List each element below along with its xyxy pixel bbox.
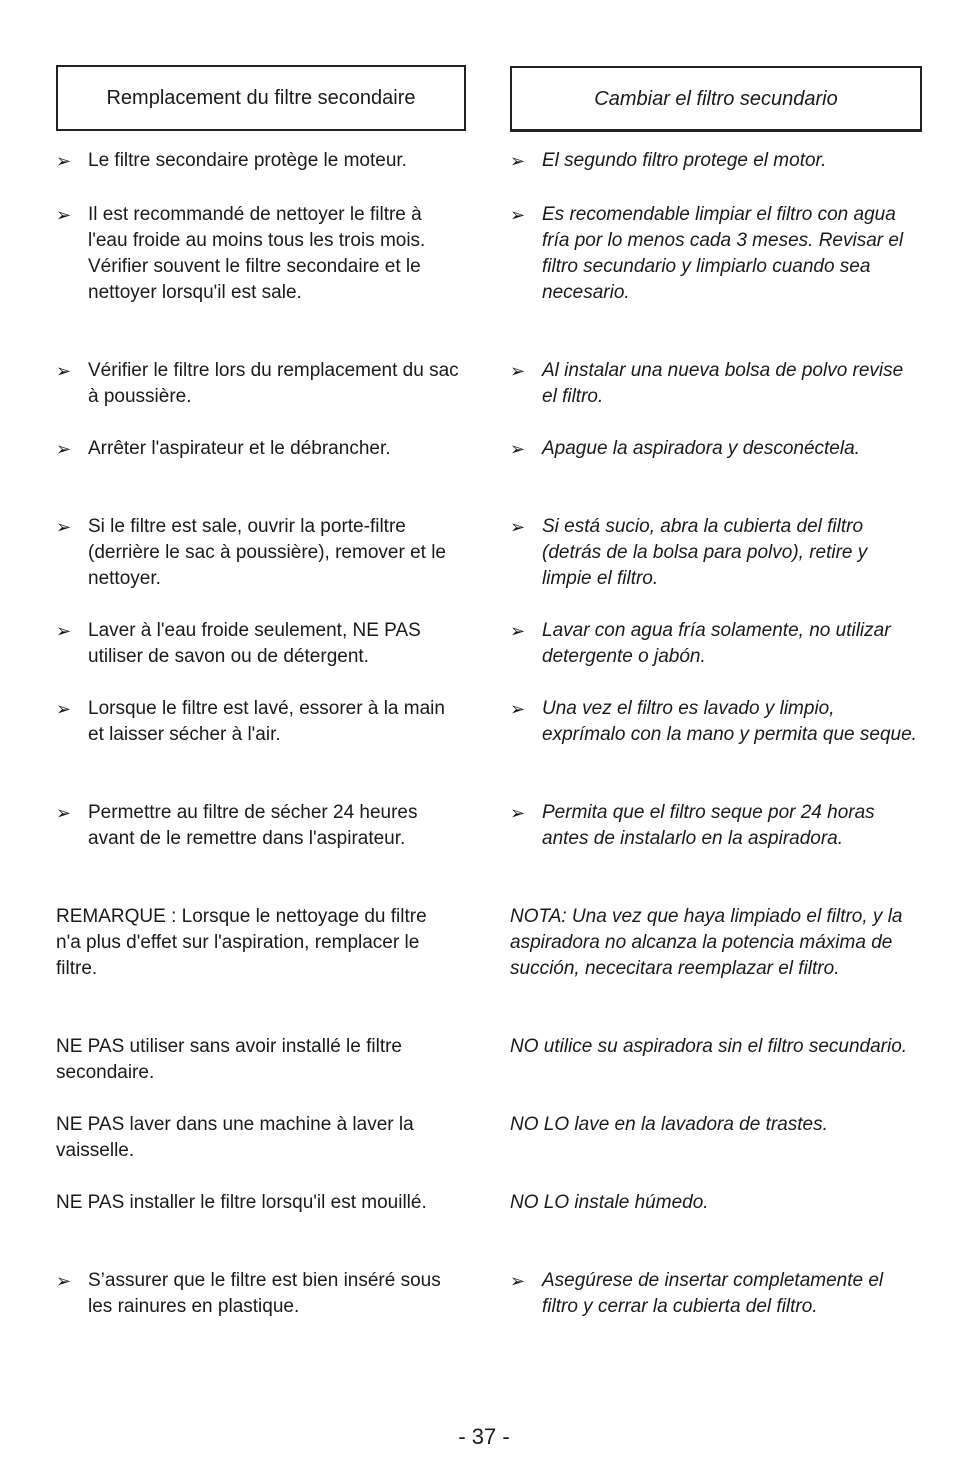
arrow-bullet-icon: ➢: [510, 517, 526, 537]
arrow-bullet-icon: ➢: [56, 439, 72, 459]
spanish-section-title: Cambiar el filtro secundario: [594, 87, 838, 110]
french-final-item: [56, 1268, 466, 1320]
arrow-bullet-icon: ➢: [510, 803, 526, 823]
french-item-text: Si le filtre est sale, ouvrir la porte-filtre (derrière le sac à poussière), remover et le nettoyer.: [88, 516, 446, 589]
french-item-1: [56, 148, 466, 174]
french-item-6: [56, 618, 466, 670]
french-item-text: S’assurer que le filtre est bien inséré sous les rainures en plastique.: [88, 1270, 441, 1317]
arrow-bullet-icon: ➢: [56, 621, 72, 641]
spanish-warning-2: NO LO lave en la lavadora de trastes.: [510, 1114, 828, 1135]
spanish-item-text: Lavar con agua fría solamente, no utilizar detergente o jabón.: [542, 620, 891, 667]
french-section-title: Remplacement du filtre secondaire: [106, 87, 416, 109]
arrow-bullet-icon: ➢: [56, 1271, 72, 1291]
spanish-section-title-box: [510, 66, 922, 132]
spanish-final-item: [510, 1268, 922, 1320]
spanish-item-7: [510, 696, 922, 748]
arrow-bullet-icon: ➢: [56, 803, 72, 823]
arrow-bullet-icon: ➢: [510, 699, 526, 719]
spanish-item-text: El segundo filtro protege el motor.: [542, 150, 827, 171]
french-item-text: Laver à l'eau froide seulement, NE PAS utiliser de savon ou de détergent.: [88, 620, 421, 667]
french-section-title-box: [56, 65, 466, 131]
spanish-item-1: [510, 148, 922, 174]
french-item-text: Permettre au filtre de sécher 24 heures avant de le remettre dans l'aspirateur.: [88, 802, 418, 849]
spanish-item-text: Permita que el filtro seque por 24 horas antes de instalarlo en la aspiradora.: [542, 802, 875, 849]
spanish-item-2: [510, 202, 922, 306]
arrow-bullet-icon: ➢: [56, 699, 72, 719]
french-note: REMARQUE : Lorsque le nettoyage du filtre n'a plus d'effet sur l'aspiration, remplacer le filtre.: [56, 906, 427, 979]
french-item-5: [56, 514, 466, 592]
french-item-text: Le filtre secondaire protège le moteur.: [88, 150, 407, 171]
french-item-3: [56, 358, 466, 410]
french-warning-1: NE PAS utiliser sans avoir installé le filtre secondaire.: [56, 1036, 402, 1083]
french-warning-2: NE PAS laver dans une machine à laver la vaisselle.: [56, 1114, 414, 1161]
spanish-item-text: Apague la aspiradora y desconéctela.: [542, 438, 860, 459]
arrow-bullet-icon: ➢: [56, 205, 72, 225]
french-item-4: [56, 436, 466, 462]
arrow-bullet-icon: ➢: [510, 205, 526, 225]
spanish-item-text: Asegúrese de insertar completamente el filtro y cerrar la cubierta del filtro.: [542, 1270, 884, 1317]
spanish-item-text: Una vez el filtro es lavado y limpio, exprímalo con la mano y permita que seque.: [542, 698, 917, 745]
french-item-2: [56, 202, 466, 306]
spanish-item-text: Al instalar una nueva bolsa de polvo revise el filtro.: [542, 360, 904, 407]
page-number: - 37 -: [458, 1424, 510, 1449]
arrow-bullet-icon: ➢: [510, 361, 526, 381]
spanish-item-text: Si está sucio, abra la cubierta del filtro (detrás de la bolsa para polvo), retire y limpie el filtro.: [542, 516, 868, 589]
arrow-bullet-icon: ➢: [510, 1271, 526, 1291]
spanish-item-4: [510, 436, 922, 462]
arrow-bullet-icon: ➢: [510, 439, 526, 459]
french-item-text: Lorsque le filtre est lavé, essorer à la main et laisser sécher à l'air.: [88, 698, 445, 745]
spanish-item-text: Es recomendable limpiar el filtro con agua fría por lo menos cada 3 meses. Revisar el filtro secundario y limpiarlo cuando sea necesario.: [542, 204, 904, 303]
spanish-warning-3: NO LO instale húmedo.: [510, 1192, 709, 1213]
arrow-bullet-icon: ➢: [56, 151, 72, 171]
french-item-8: [56, 800, 426, 852]
french-warning-3: NE PAS installer le filtre lorsqu'il est mouillé.: [56, 1192, 427, 1213]
spanish-note: NOTA: Una vez que haya limpiado el filtro, y la aspiradora no alcanza la potencia máxima de succión, nececitara reemplazar el filtro.: [510, 906, 903, 979]
spanish-warning-1: NO utilice su aspiradora sin el filtro secundario.: [510, 1036, 908, 1057]
french-item-text: Vérifier le filtre lors du remplacement du sac à poussière.: [88, 360, 459, 407]
french-item-text: Il est recommandé de nettoyer le filtre à l'eau froide au moins tous les trois mois. Vérifier souvent le filtre secondaire et le nettoyer lorsqu'il est sale.: [88, 204, 426, 303]
arrow-bullet-icon: ➢: [510, 151, 526, 171]
spanish-item-8: [510, 800, 922, 852]
spanish-item-3: [510, 358, 922, 410]
arrow-bullet-icon: ➢: [56, 361, 72, 381]
spanish-item-5: [510, 514, 922, 592]
arrow-bullet-icon: ➢: [510, 621, 526, 641]
spanish-item-6: [510, 618, 922, 670]
french-item-text: Arrêter l'aspirateur et le débrancher.: [88, 438, 391, 459]
arrow-bullet-icon: ➢: [56, 517, 72, 537]
french-item-7: [56, 696, 466, 748]
